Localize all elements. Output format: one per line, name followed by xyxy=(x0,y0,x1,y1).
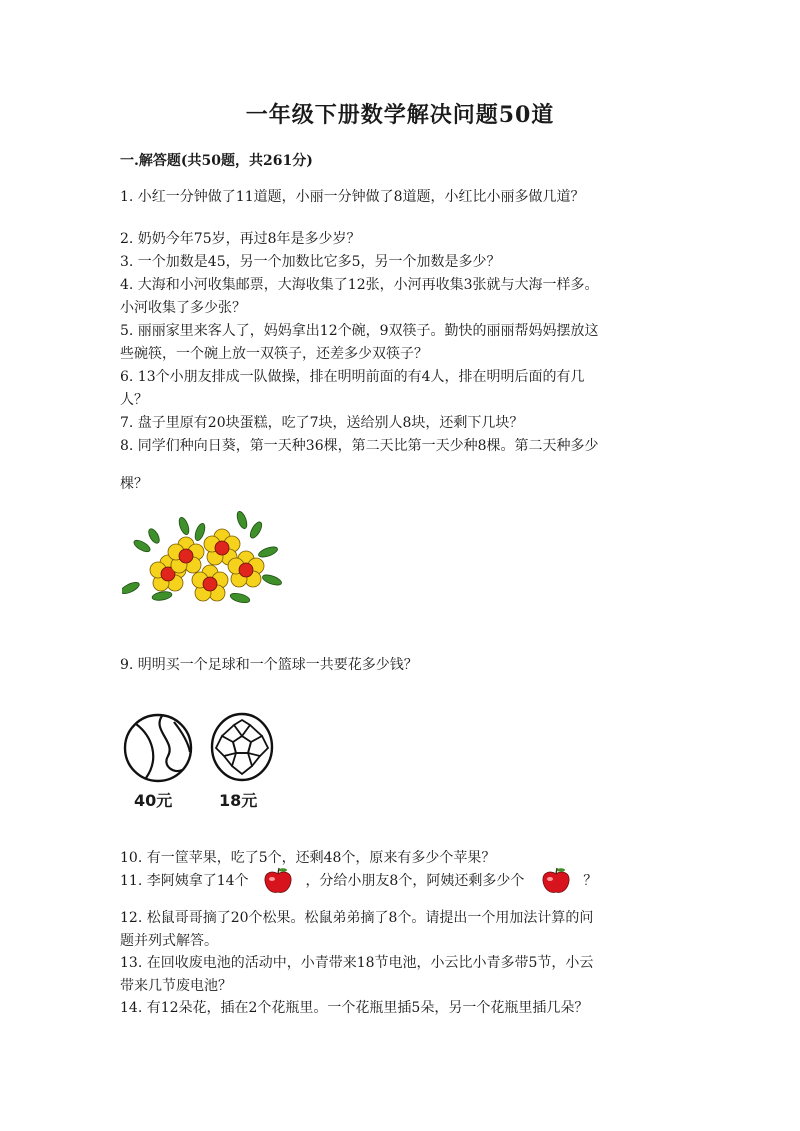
question-4-line1: 4. 大海和小河收集邮票，大海收集了12张，小河再收集3张就与大海一样多。 xyxy=(120,277,599,293)
question-3: 3. 一个加数是45，另一个加数比它多5，另一个加数是多少？ xyxy=(120,254,501,270)
question-8 xyxy=(120,435,685,496)
question-1: 1. 小红一分钟做了11道题，小丽一分钟做了8道题，小红比小丽多做几道？ xyxy=(120,189,585,205)
flower-bouquet-illustration xyxy=(122,508,282,608)
question-10: 10. 有一筐苹果，吃了5个，还剩48个，原来有多少个苹果？ xyxy=(120,850,496,866)
football-price: 18元 xyxy=(219,791,258,810)
question-7: 7. 盘子里原有20块蛋糕，吃了7块，送给别人8块，还剩下几块？ xyxy=(120,415,524,431)
question-2: 2. 奶奶今年75岁，再过8年是多少岁？ xyxy=(120,231,361,247)
question-13-line1: 13. 在回收废电池的活动中，小青带来18节电池，小云比小青多带5节，小云 xyxy=(120,955,594,971)
question-12 xyxy=(120,907,685,953)
apple-icon xyxy=(261,867,295,895)
basketball-icon xyxy=(122,712,194,784)
question-5 xyxy=(120,320,685,366)
question-11 xyxy=(120,867,685,895)
question-4-line2: 小河收集了多少张？ xyxy=(120,300,246,316)
question-13 xyxy=(120,952,685,998)
question-6 xyxy=(120,366,685,412)
question-5-line2: 些碗筷，一个碗上放一双筷子，还差多少双筷子？ xyxy=(120,346,428,362)
apple-icon xyxy=(539,867,573,895)
question-12-line1: 12. 松鼠哥哥摘了20个松果。松鼠弟弟摘了8个。请提出一个用加法计算的问 xyxy=(120,910,594,926)
question-4 xyxy=(120,274,685,320)
question-5-line1: 5. 丽丽家里来客人了，妈妈拿出12个碗，9双筷子。勤快的丽丽帮妈妈摆放这 xyxy=(120,323,599,339)
football-icon xyxy=(210,712,274,782)
flower-2 xyxy=(168,537,204,573)
question-8-line2: 棵？ xyxy=(120,476,148,492)
question-12-line2: 题并列式解答。 xyxy=(120,933,218,949)
question-11-part2: ，分给小朋友8个，阿姨还剩多少个 xyxy=(305,873,525,889)
page-title: 一年级下册数学解决问题50道 xyxy=(245,102,555,128)
question-11-part1: 11. 李阿姨拿了14个 xyxy=(120,873,249,889)
question-11-part3: ？ xyxy=(583,873,598,889)
question-14: 14. 有12朵花，插在2个花瓶里。一个花瓶里插5朵，另一个花瓶里插几朵？ xyxy=(120,1000,589,1016)
question-13-line2: 带来几节废电池？ xyxy=(120,978,232,994)
question-9: 9. 明明买一个足球和一个篮球一共要花多少钱？ xyxy=(120,657,418,673)
question-6-line1: 6. 13个小朋友排成一队做操，排在明明前面的有4人，排在明明后面的有几 xyxy=(120,369,585,385)
section-heading: 一.解答题(共50题，共261分) xyxy=(120,153,313,169)
question-8-line1: 8. 同学们种向日葵，第一天种36棵，第二天比第一天少种8棵。第二天种多少 xyxy=(120,438,599,454)
question-6-line2: 人？ xyxy=(120,392,148,408)
basketball-price: 40元 xyxy=(134,791,173,810)
